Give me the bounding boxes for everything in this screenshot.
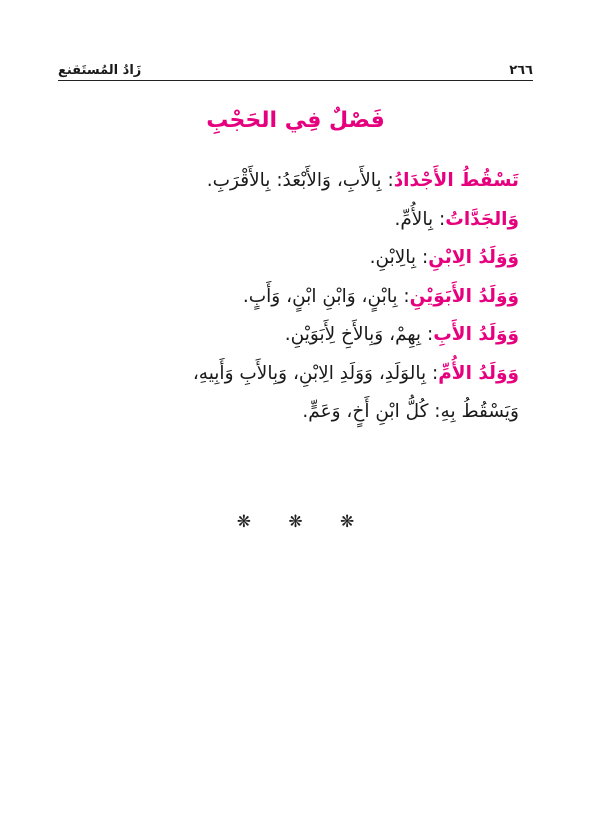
separator: : bbox=[426, 362, 439, 384]
separator: : bbox=[433, 208, 446, 230]
text-line bbox=[72, 316, 519, 355]
running-header bbox=[58, 52, 533, 78]
ruling: وَيَسْقُطُ بِهِ: كُلُّ ابْنِ أَخٍ، وَعَمٍّ. bbox=[302, 401, 519, 422]
separator: : bbox=[381, 170, 394, 191]
text-line bbox=[72, 278, 519, 317]
term: وَوَلَدُ الأَبِ bbox=[433, 324, 519, 345]
text-line bbox=[72, 201, 519, 240]
ruling: بِالوَلَدِ، وَوَلَدِ الِابْنِ، وَبِالأَبِ وَأَبِيهِ، bbox=[192, 362, 427, 384]
text-line bbox=[72, 393, 519, 432]
section-title: فَصْلٌ فِي الحَجْبِ bbox=[206, 108, 385, 133]
term: وَوَلَدُ الأَبَوَيْنِ bbox=[409, 285, 519, 307]
term: وَالجَدَّاتُ bbox=[445, 208, 519, 230]
section-end-ornament: ❋ ❋ ❋ bbox=[236, 512, 371, 532]
ruling: بِهِمْ، وَبِالأَخِ لِأَبَوَيْنِ. bbox=[284, 324, 422, 345]
ruling: بِالأُمِّ. bbox=[394, 208, 434, 230]
text-line bbox=[72, 355, 519, 394]
term: وَوَلَدُ الِابْنِ bbox=[428, 247, 519, 268]
term: تَسْقُطُ الأَجْدَادُ bbox=[393, 170, 519, 191]
page-number: ٢٦٦ bbox=[509, 63, 533, 78]
separator: : bbox=[416, 247, 429, 268]
separator: : bbox=[421, 324, 434, 345]
text-body bbox=[72, 162, 519, 432]
ruling: بِابْنٍ، وَابْنِ ابْنٍ، وَأَبٍ. bbox=[242, 285, 398, 307]
text-line bbox=[72, 239, 519, 278]
text-line bbox=[72, 162, 519, 201]
separator: : bbox=[397, 285, 410, 307]
book-title: زَادُ المُستَقنع bbox=[58, 63, 142, 78]
ruling: بِالِابْنِ. bbox=[369, 247, 417, 268]
header-rule bbox=[58, 80, 533, 81]
term: وَوَلَدُ الأُمِّ bbox=[438, 362, 519, 384]
ruling: بِالأَبِ، وَالأَبْعَدُ: بِالأَقْرَبِ. bbox=[206, 170, 382, 191]
